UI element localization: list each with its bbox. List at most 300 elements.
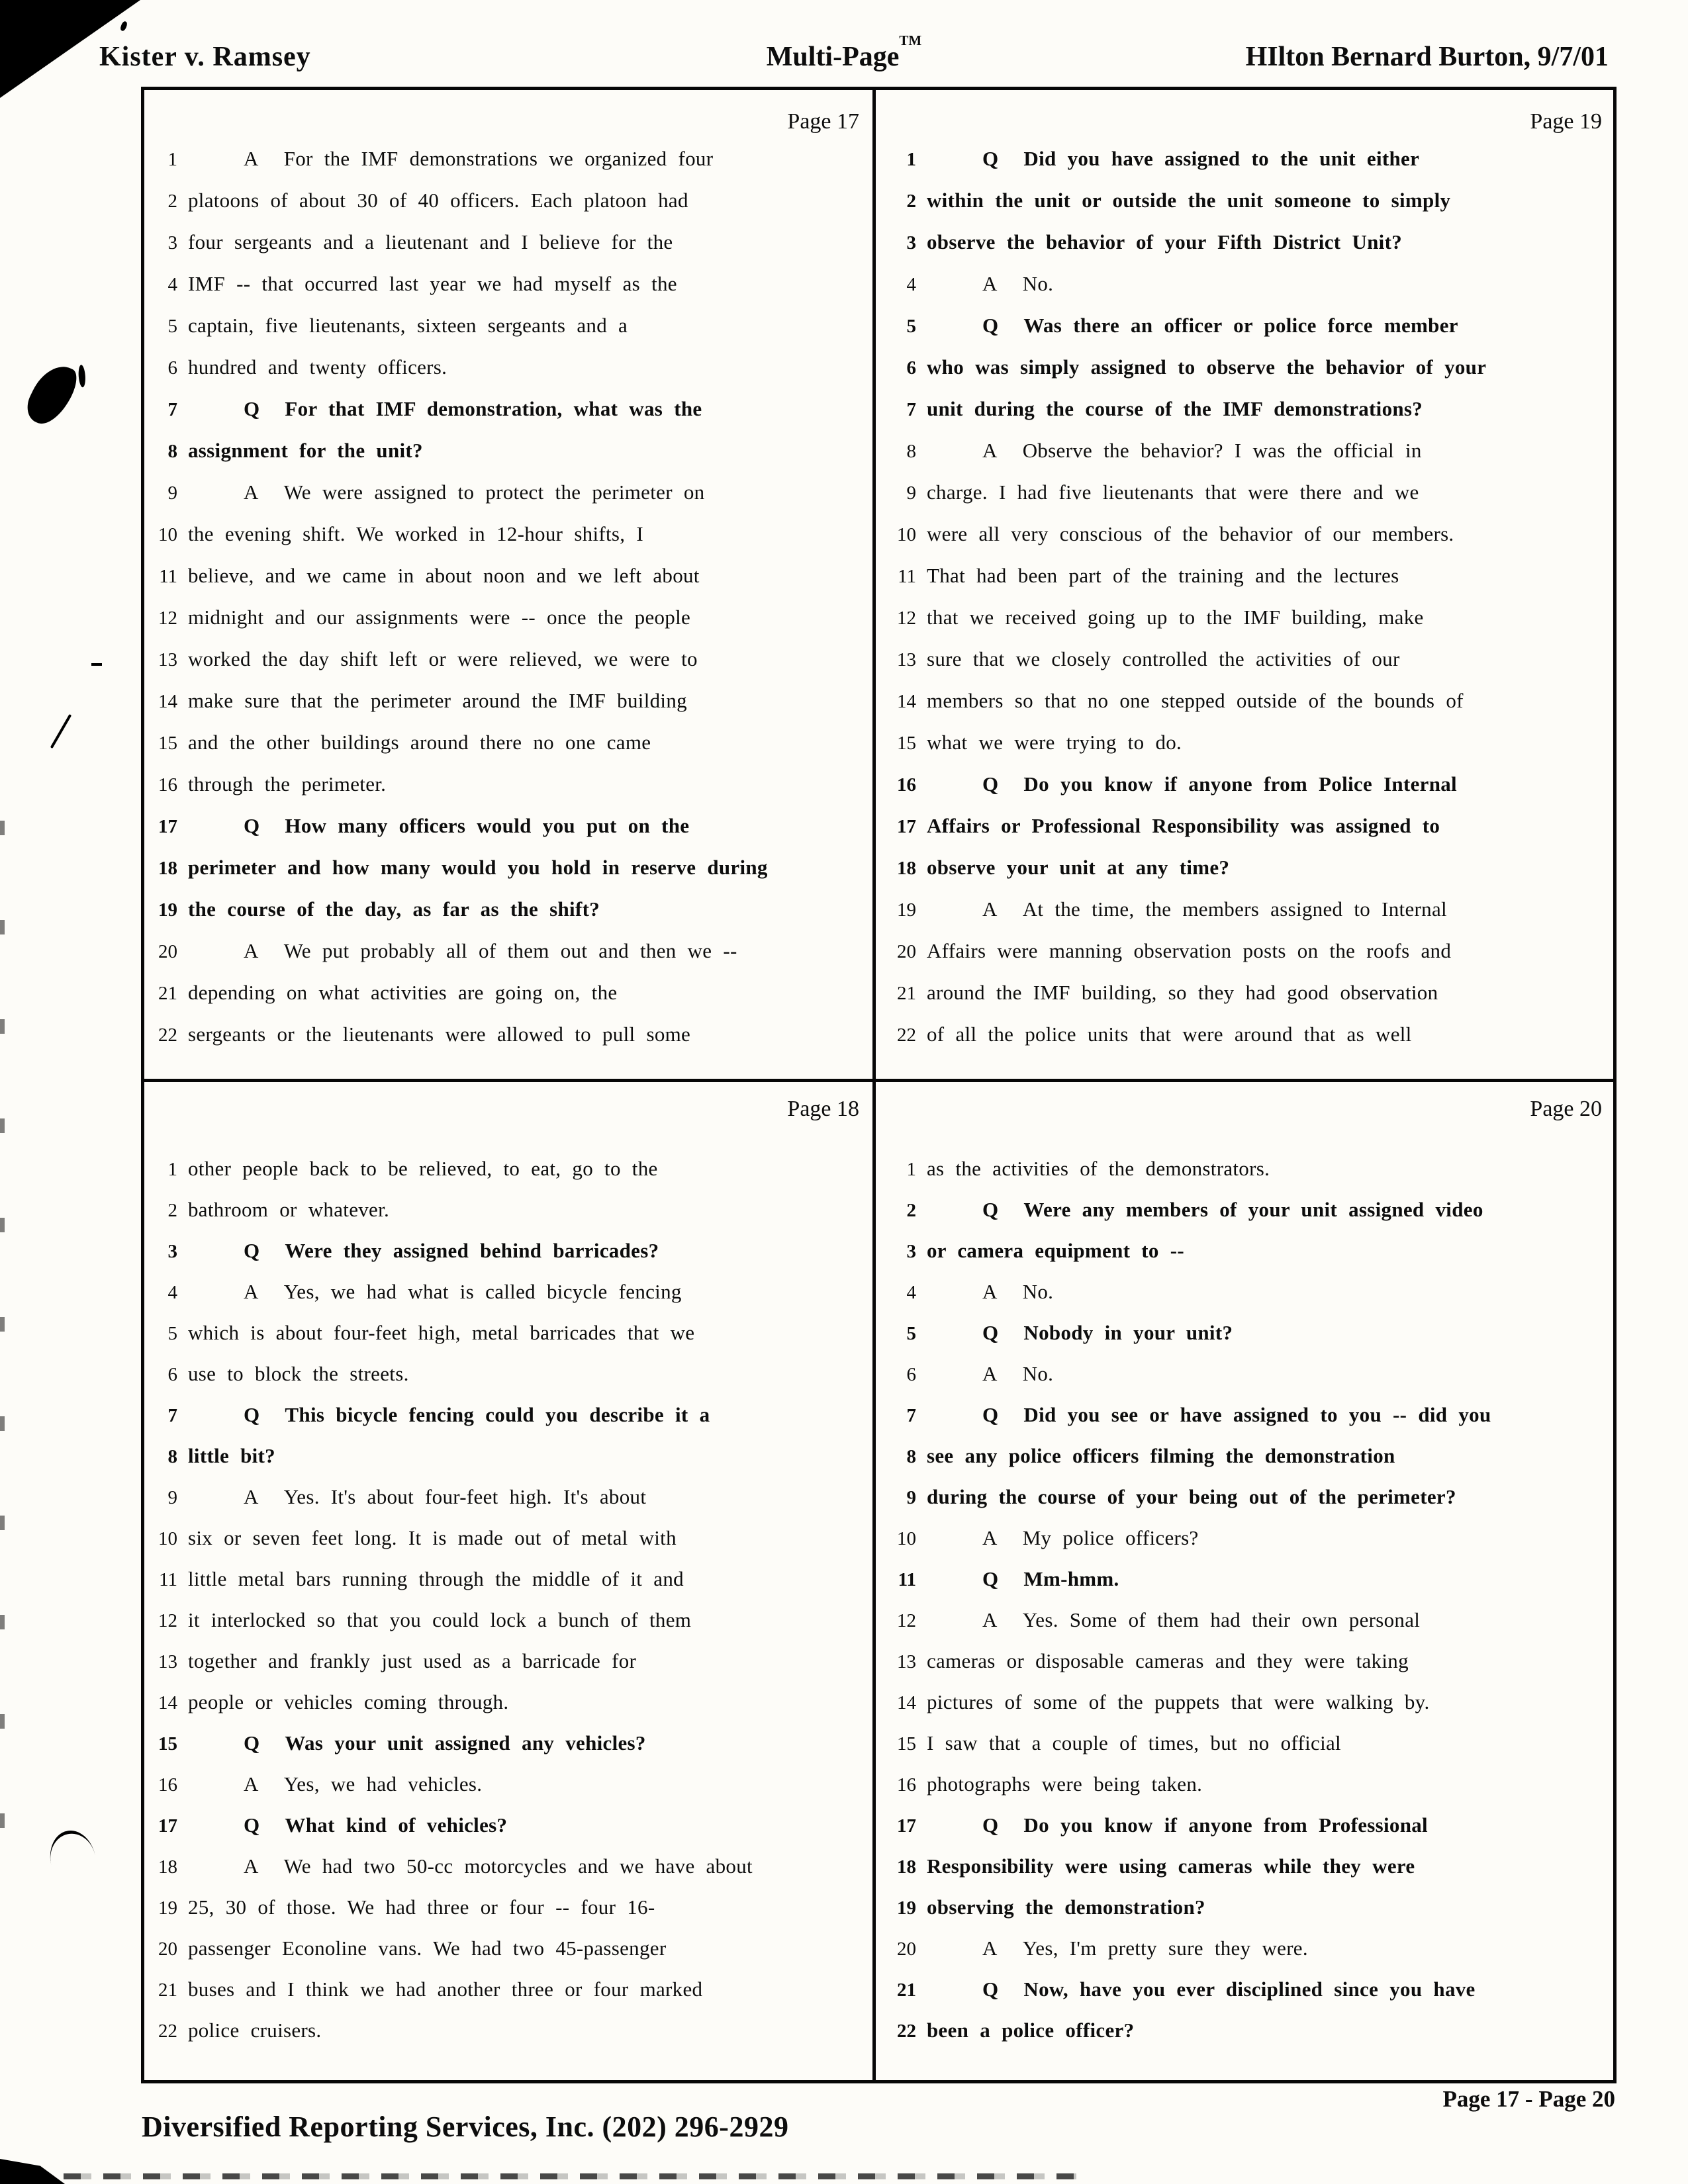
line-text: who was simply assigned to observe the behavior of your [927, 355, 1487, 379]
qa-marker: A [244, 147, 259, 170]
line-text: passenger Econoline vans. We had two 45-passenger [188, 1936, 667, 1960]
line-text: believe, and we came in about noon and we left about [188, 564, 700, 587]
transcript-line [888, 1321, 1610, 1362]
line-text: Q For that IMF demonstration, what was the [244, 397, 702, 420]
transcript-line [888, 230, 1610, 272]
line-text: been a police officer? [927, 2019, 1135, 2042]
line-number: 9 [167, 482, 177, 504]
line-number: 1 [906, 149, 916, 170]
line-text: Q Nobody in your unit? [982, 1321, 1233, 1344]
qa-marker: Q [982, 1978, 999, 2001]
transcript-line [150, 355, 867, 397]
qa-marker: A [982, 272, 998, 295]
line-text: together and frankly just used as a barricade for [188, 1649, 637, 1672]
line-text: observing the demonstration? [927, 1895, 1205, 1919]
transcript-line [150, 1526, 867, 1567]
transcript-lines [150, 147, 867, 1064]
line-text: within the unit or outside the unit someone to simply [927, 189, 1451, 212]
transcript-line [150, 439, 867, 480]
line-text: charge. I had five lieutenants that were there and we [927, 480, 1419, 504]
line-text: Q What kind of vehicles? [244, 1813, 508, 1837]
qa-marker: Q [244, 1239, 260, 1262]
line-number: 19 [897, 899, 916, 921]
scan-bottom-noise [64, 2173, 1076, 2179]
line-number: 18 [158, 1856, 177, 1878]
line-number: 7 [167, 1405, 177, 1426]
scan-arc-artifact [45, 1826, 95, 1866]
line-text: A We put probably all of them out and then we -- [244, 939, 737, 962]
line-text: A We had two 50-cc motorcycles and we have about [244, 1854, 753, 1878]
transcript-line [150, 1321, 867, 1362]
line-text: Q Do you know if anyone from Police Internal [982, 772, 1457, 796]
transcript-line [150, 772, 867, 814]
transcript-line [888, 1362, 1610, 1403]
line-number: 18 [897, 858, 916, 879]
line-number: 3 [167, 232, 177, 253]
line-number: 2 [167, 1200, 177, 1221]
column-divider-line [872, 87, 876, 2083]
transcript-line [888, 939, 1610, 981]
transcript-line [150, 1608, 867, 1649]
transcript-line [888, 606, 1610, 647]
line-text: make sure that the perimeter around the IMF building [188, 689, 687, 712]
line-text: A At the time, the members assigned to Internal [982, 897, 1447, 921]
line-text: that we received going up to the IMF building, make [927, 606, 1424, 629]
transcript-page-18 [150, 1091, 867, 2077]
qa-marker: A [244, 1485, 259, 1508]
line-number: 10 [897, 1528, 916, 1549]
transcript-line [888, 981, 1610, 1023]
qa-marker: A [244, 1280, 259, 1303]
transcript-line [888, 1526, 1610, 1567]
scan-blob-artifact [21, 358, 82, 432]
transcript-line [150, 564, 867, 606]
line-number: 9 [906, 482, 916, 504]
transcript-line [888, 1649, 1610, 1690]
transcript-line [888, 439, 1610, 480]
transcript-line [888, 1280, 1610, 1321]
transcript-line [150, 1485, 867, 1526]
transcript-line [888, 1772, 1610, 1813]
line-text: sure that we closely controlled the activities of our [927, 647, 1400, 670]
qa-marker: Q [982, 147, 999, 170]
transcript-line [150, 1813, 867, 1854]
qa-marker: A [244, 1772, 259, 1796]
line-text: depending on what activities are going on, the [188, 981, 618, 1004]
line-number: 15 [897, 1733, 916, 1754]
line-text: I saw that a couple of times, but no official [927, 1731, 1341, 1754]
line-number: 8 [167, 1446, 177, 1467]
transcript-lines [888, 1157, 1610, 2060]
qa-marker: A [244, 1854, 259, 1878]
transcript-line [888, 856, 1610, 897]
page-number-label: Page 19 [1530, 109, 1602, 134]
transcript-line [150, 1895, 867, 1936]
line-number: 3 [167, 1241, 177, 1262]
transcript-line [150, 1023, 867, 1064]
product-name-text: Multi-Page [766, 42, 900, 72]
qa-marker: A [982, 1608, 998, 1631]
line-text: Q How many officers would you put on the [244, 814, 690, 837]
transcript-lines [888, 147, 1610, 1064]
line-text: unit during the course of the IMF demonstrations? [927, 397, 1423, 420]
qa-marker: A [982, 1526, 998, 1549]
line-number: 10 [897, 524, 916, 545]
line-number: 7 [906, 399, 916, 420]
line-number: 13 [897, 649, 916, 670]
line-text: what we were trying to do. [927, 731, 1182, 754]
line-text: Q Did you have assigned to the unit either [982, 147, 1420, 170]
line-number: 21 [897, 983, 916, 1004]
transcript-line [150, 647, 867, 689]
qa-marker: Q [982, 1198, 999, 1221]
line-text: little bit? [188, 1444, 275, 1467]
line-number: 15 [897, 733, 916, 754]
line-text: A Observe the behavior? I was the official in [982, 439, 1422, 462]
line-text: hundred and twenty officers. [188, 355, 447, 379]
line-text: which is about four-feet high, metal barricades that we [188, 1321, 695, 1344]
reporter-company-line: Diversified Reporting Services, Inc. (202) 296-2929 [142, 2111, 789, 2143]
line-text: during the course of your being out of the perimeter? [927, 1485, 1456, 1508]
transcript-page-20 [888, 1091, 1610, 2077]
transcript-line [888, 480, 1610, 522]
line-number: 20 [158, 941, 177, 962]
transcript-line [150, 1362, 867, 1403]
transcript-line [150, 897, 867, 939]
line-text: A My police officers? [982, 1526, 1199, 1549]
transcript-line [150, 272, 867, 314]
line-number: 13 [158, 649, 177, 670]
qa-marker: A [982, 1362, 998, 1385]
line-number: 14 [897, 691, 916, 712]
line-number: 14 [158, 691, 177, 712]
line-number: 21 [158, 983, 177, 1004]
line-number: 6 [167, 1364, 177, 1385]
line-number: 16 [158, 774, 177, 796]
deponent-name-date: HIlton Bernard Burton, 9/7/01 [1245, 42, 1609, 72]
line-text: observe the behavior of your Fifth District Unit? [927, 230, 1403, 253]
line-text: photographs were being taken. [927, 1772, 1203, 1796]
line-text: captain, five lieutenants, sixteen sergeants and a [188, 314, 628, 337]
line-text: worked the day shift left or were relieved, we were to [188, 647, 698, 670]
line-number: 22 [897, 1024, 916, 1046]
line-text: or camera equipment to -- [927, 1239, 1185, 1262]
transcript-line [150, 606, 867, 647]
case-title: Kister v. Ramsey [99, 42, 311, 72]
transcript-line [150, 856, 867, 897]
transcript-line [888, 314, 1610, 355]
line-text: other people back to be relieved, to eat, go to the [188, 1157, 658, 1180]
line-text: members so that no one stepped outside of the bounds of [927, 689, 1464, 712]
line-number: 17 [897, 1815, 916, 1837]
line-text: through the perimeter. [188, 772, 387, 796]
line-number: 5 [167, 1323, 177, 1344]
line-text: four sergeants and a lieutenant and I believe for the [188, 230, 673, 253]
line-text: 25, 30 of those. We had three or four -- four 16- [188, 1895, 655, 1919]
transcript-line [888, 564, 1610, 606]
row-divider-line [141, 1079, 1617, 1082]
line-number: 18 [897, 1856, 916, 1878]
line-text: Responsibility were using cameras while they were [927, 1854, 1415, 1878]
line-number: 16 [897, 774, 916, 796]
line-number: 2 [167, 191, 177, 212]
line-number: 3 [906, 1241, 916, 1262]
transcript-line [888, 1403, 1610, 1444]
trademark-symbol: TM [899, 32, 922, 48]
line-number: 5 [906, 1323, 916, 1344]
line-text: Q Were any members of your unit assigned video [982, 1198, 1483, 1221]
line-number: 19 [158, 1897, 177, 1919]
line-text: see any police officers filming the demonstration [927, 1444, 1395, 1467]
transcript-line [888, 1690, 1610, 1731]
transcript-line [888, 1567, 1610, 1608]
transcript-page-19 [888, 103, 1610, 1072]
transcript-line [888, 897, 1610, 939]
line-text: observe your unit at any time? [927, 856, 1230, 879]
transcript-line [888, 1731, 1610, 1772]
transcript-line [150, 1157, 867, 1198]
transcript-line [150, 939, 867, 981]
line-number: 1 [906, 1159, 916, 1180]
line-number: 21 [897, 1979, 916, 2001]
line-number: 19 [158, 899, 177, 921]
transcript-line [888, 1157, 1610, 1198]
scan-edge-noise [0, 821, 5, 1853]
line-text: IMF -- that occurred last year we had myself as the [188, 272, 677, 295]
line-number: 14 [897, 1692, 916, 1713]
line-text: Affairs were manning observation posts on the roofs and [927, 939, 1452, 962]
line-text: Q Do you know if anyone from Professional [982, 1813, 1428, 1837]
transcript-lines [150, 1157, 867, 2060]
line-number: 6 [167, 357, 177, 379]
line-number: 6 [906, 1364, 916, 1385]
line-number: 15 [158, 733, 177, 754]
transcript-line [150, 1936, 867, 1978]
line-number: 16 [158, 1774, 177, 1796]
transcript-line [150, 1731, 867, 1772]
line-text: Q Was your unit assigned any vehicles? [244, 1731, 646, 1754]
transcript-line [150, 2019, 867, 2060]
line-text: Q Mm-hmm. [982, 1567, 1119, 1590]
line-number: 17 [897, 816, 916, 837]
line-text: A Yes, we had what is called bicycle fencing [244, 1280, 682, 1303]
transcript-line [888, 1895, 1610, 1936]
line-number: 10 [158, 524, 177, 545]
line-text: Q This bicycle fencing could you describe it a [244, 1403, 710, 1426]
line-text: as the activities of the demonstrators. [927, 1157, 1270, 1180]
transcript-line [888, 731, 1610, 772]
page-number-label: Page 18 [787, 1097, 859, 1121]
line-text: cameras or disposable cameras and they were taking [927, 1649, 1409, 1672]
qa-marker: Q [982, 1321, 999, 1344]
line-text: Affairs or Professional Responsibility was assigned to [927, 814, 1440, 837]
line-text: were all very conscious of the behavior of our members. [927, 522, 1454, 545]
scan-corner-bottom-artifact [0, 2159, 65, 2184]
transcript-line [888, 1978, 1610, 2019]
transcript-page-17 [150, 103, 867, 1072]
qa-marker: Q [244, 1731, 260, 1754]
line-number: 4 [167, 274, 177, 295]
page-number-label: Page 20 [1530, 1097, 1602, 1121]
page-number-label: Page 17 [787, 109, 859, 134]
transcript-line [888, 1444, 1610, 1485]
qa-marker: Q [982, 1403, 999, 1426]
line-text: pictures of some of the puppets that were walking by. [927, 1690, 1430, 1713]
line-number: 20 [158, 1938, 177, 1960]
transcript-line [888, 814, 1610, 856]
line-text: Q Was there an officer or police force member [982, 314, 1458, 337]
transcript-line [150, 981, 867, 1023]
line-number: 14 [158, 1692, 177, 1713]
line-number: 21 [158, 1979, 177, 2001]
line-number: 4 [906, 274, 916, 295]
transcript-line [150, 314, 867, 355]
transcript-line [150, 731, 867, 772]
line-number: 1 [167, 1159, 177, 1180]
line-text: A No. [982, 272, 1054, 295]
line-number: 4 [167, 1282, 177, 1303]
line-number: 13 [897, 1651, 916, 1672]
transcript-line [888, 689, 1610, 731]
line-text: little metal bars running through the middle of it and [188, 1567, 684, 1590]
line-text: A Yes, we had vehicles. [244, 1772, 483, 1796]
transcript-line [150, 1649, 867, 1690]
line-number: 20 [897, 941, 916, 962]
line-text: Q Were they assigned behind barricades? [244, 1239, 659, 1262]
line-text: A Yes, I'm pretty sure they were. [982, 1936, 1308, 1960]
transcript-line [888, 1198, 1610, 1239]
transcript-line [150, 1772, 867, 1813]
transcript-line [888, 189, 1610, 230]
transcript-line [888, 1023, 1610, 1064]
qa-marker: A [244, 480, 259, 504]
transcript-line [150, 189, 867, 230]
line-number: 22 [897, 2021, 916, 2042]
line-text: sergeants or the lieutenants were allowed to pull some [188, 1023, 691, 1046]
line-number: 2 [906, 1200, 916, 1221]
line-text: perimeter and how many would you hold in reserve during [188, 856, 768, 879]
line-text: and the other buildings around there no one came [188, 731, 651, 754]
qa-marker: A [982, 439, 998, 462]
line-number: 7 [906, 1405, 916, 1426]
line-number: 17 [158, 816, 177, 837]
transcript-line [888, 1854, 1610, 1895]
qa-marker: Q [244, 397, 260, 420]
line-number: 9 [906, 1487, 916, 1508]
line-number: 19 [897, 1897, 916, 1919]
line-text: A For the IMF demonstrations we organized four [244, 147, 714, 170]
line-text: A No. [982, 1362, 1054, 1385]
line-text: people or vehicles coming through. [188, 1690, 509, 1713]
line-number: 8 [167, 441, 177, 462]
qa-marker: A [982, 1936, 998, 1960]
line-number: 8 [906, 1446, 916, 1467]
line-number: 5 [167, 316, 177, 337]
transcript-line [150, 814, 867, 856]
line-number: 11 [159, 1569, 177, 1590]
line-number: 13 [158, 1651, 177, 1672]
line-text: Q Now, have you ever disciplined since you have [982, 1978, 1476, 2001]
line-text: bathroom or whatever. [188, 1198, 390, 1221]
line-number: 3 [906, 232, 916, 253]
transcript-line [150, 1567, 867, 1608]
line-text: six or seven feet long. It is made out of metal with [188, 1526, 677, 1549]
transcript-line [150, 480, 867, 522]
qa-marker: Q [244, 814, 260, 837]
qa-marker: A [244, 939, 259, 962]
transcript-line [888, 1485, 1610, 1526]
transcript-line [150, 689, 867, 731]
line-number: 7 [167, 399, 177, 420]
transcript-line [150, 1444, 867, 1485]
transcript-line [150, 1403, 867, 1444]
line-number: 11 [898, 566, 916, 587]
transcript-line [888, 397, 1610, 439]
line-number: 1 [167, 149, 177, 170]
line-number: 9 [167, 1487, 177, 1508]
line-number: 2 [906, 191, 916, 212]
transcript-line [150, 147, 867, 189]
line-number: 12 [897, 1610, 916, 1631]
line-number: 15 [158, 1733, 177, 1754]
qa-marker: A [982, 1280, 998, 1303]
qa-marker: Q [244, 1403, 260, 1426]
transcript-line [150, 1280, 867, 1321]
line-number: 12 [158, 608, 177, 629]
line-text: Q Did you see or have assigned to you -- did you [982, 1403, 1491, 1426]
transcript-line [888, 1239, 1610, 1280]
line-text: platoons of about 30 of 40 officers. Each platoon had [188, 189, 688, 212]
line-number: 10 [158, 1528, 177, 1549]
transcript-line [150, 1239, 867, 1280]
qa-marker: A [982, 897, 998, 921]
qa-marker: Q [982, 772, 999, 796]
line-text: A We were assigned to protect the perimeter on [244, 480, 705, 504]
line-text: A No. [982, 1280, 1054, 1303]
line-number: 18 [158, 858, 177, 879]
line-text: the course of the day, as far as the shift? [188, 897, 600, 921]
transcript-line [888, 1813, 1610, 1854]
line-number: 6 [906, 357, 916, 379]
line-text: of all the police units that were around that as well [927, 1023, 1412, 1046]
transcript-line [150, 1198, 867, 1239]
line-number: 20 [897, 1938, 916, 1960]
transcript-line [150, 1978, 867, 2019]
line-text: police cruisers. [188, 2019, 322, 2042]
line-number: 11 [159, 566, 177, 587]
transcript-line [888, 355, 1610, 397]
transcript-line [888, 647, 1610, 689]
transcript-line [150, 397, 867, 439]
line-number: 12 [897, 608, 916, 629]
scan-dash-artifact [91, 663, 102, 666]
line-number: 4 [906, 1282, 916, 1303]
transcript-line [150, 1690, 867, 1731]
qa-marker: Q [244, 1813, 260, 1837]
line-text: the evening shift. We worked in 12-hour shifts, I [188, 522, 644, 545]
transcript-line [888, 2019, 1610, 2060]
qa-marker: Q [982, 1813, 999, 1837]
transcript-line [888, 1608, 1610, 1649]
line-text: midnight and our assignments were -- once the people [188, 606, 691, 629]
transcript-line [888, 522, 1610, 564]
transcript-line [888, 272, 1610, 314]
line-number: 16 [897, 1774, 916, 1796]
line-text: assignment for the unit? [188, 439, 423, 462]
qa-marker: Q [982, 314, 999, 337]
line-text: That had been part of the training and the lectures [927, 564, 1399, 587]
line-number: 12 [158, 1610, 177, 1631]
